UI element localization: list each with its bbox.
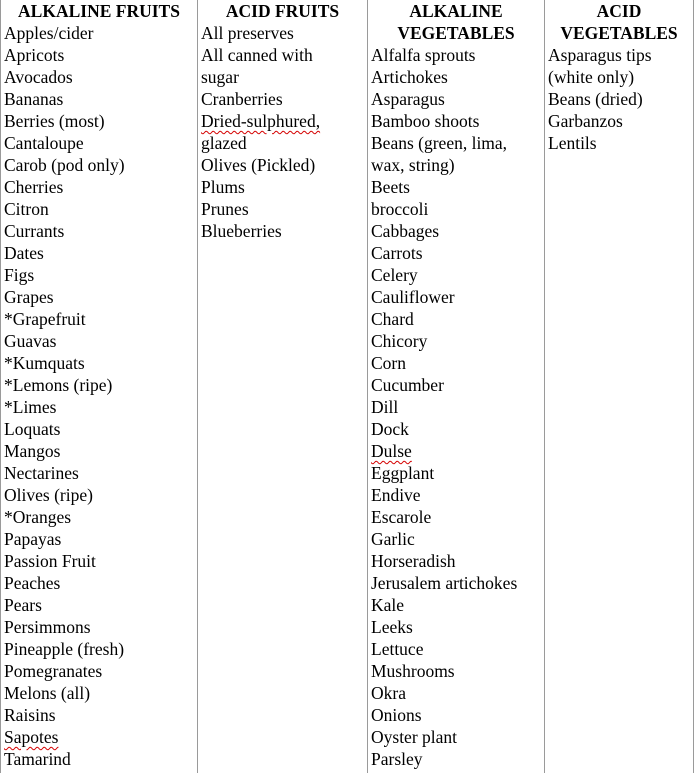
- list-item: Oyster plant: [371, 727, 458, 747]
- list-item: Okra: [371, 683, 406, 703]
- list-item: Pineapple (fresh): [4, 639, 125, 659]
- column-header: [545, 0, 693, 44]
- list-item: Apples/cider: [4, 23, 94, 43]
- column-header: [368, 0, 544, 44]
- list-item: Olives (ripe): [4, 485, 93, 505]
- list-item: Olives (Pickled): [201, 155, 316, 175]
- list-item: Apricots: [4, 45, 65, 65]
- list-item: Cranberries: [201, 89, 283, 109]
- list-item: Raisins: [4, 705, 56, 725]
- list-item: Carob (pod only): [4, 155, 125, 175]
- list-item: Celery: [371, 265, 418, 285]
- list-item: Blueberries: [201, 221, 282, 241]
- list-item: *Limes: [4, 397, 57, 417]
- list-item: Endive: [371, 485, 421, 505]
- list-item: Dates: [4, 243, 44, 263]
- list-item: Beans (dried): [548, 89, 643, 109]
- list-item: Cherries: [4, 177, 64, 197]
- list-item: Bananas: [4, 89, 64, 109]
- header-line: VEGETABLES: [397, 23, 515, 43]
- header-line: VEGETABLES: [560, 23, 678, 43]
- list-item: Loquats: [4, 419, 61, 439]
- header-line: ALKALINE FRUITS: [18, 1, 180, 21]
- list-item: sugar: [201, 67, 239, 87]
- list-item: Leeks: [371, 617, 413, 637]
- list-item: Dulse: [371, 441, 412, 461]
- header-line: ALKALINE: [409, 1, 503, 21]
- list-item: Onions: [371, 705, 422, 725]
- list-item: Nectarines: [4, 463, 79, 483]
- header-line: ACID: [596, 1, 642, 21]
- list-item: Beans (green, lima,: [371, 133, 508, 153]
- list-item: glazed: [201, 133, 247, 153]
- list-item: Persimmons: [4, 617, 91, 637]
- list-item: Cantaloupe: [4, 133, 84, 153]
- column-header: [1, 0, 197, 22]
- list-item: Asparagus tips: [548, 45, 652, 65]
- list-item: Papayas: [4, 529, 62, 549]
- list-item: *Oranges: [4, 507, 72, 527]
- list-item: Dill: [371, 397, 399, 417]
- column-acid-fruits: [197, 0, 367, 773]
- item-list: [548, 44, 693, 154]
- list-item: *Grapefruit: [4, 309, 86, 329]
- list-item: Peaches: [4, 573, 61, 593]
- column-alkaline-vegetables: [367, 0, 544, 773]
- list-item: Beets: [371, 177, 410, 197]
- list-item: Figs: [4, 265, 35, 285]
- list-item: Cauliflower: [371, 287, 455, 307]
- item-list: [371, 44, 544, 770]
- list-item: Carrots: [371, 243, 423, 263]
- list-item: Cabbages: [371, 221, 440, 241]
- list-item: *Lemons (ripe): [4, 375, 113, 395]
- header-line: ACID FRUITS: [225, 1, 340, 21]
- list-item: Guavas: [4, 331, 57, 351]
- list-item: Jerusalem artichokes: [371, 573, 518, 593]
- list-item: All preserves: [201, 23, 294, 43]
- list-item: Pears: [4, 595, 42, 615]
- list-item: Artichokes: [371, 67, 448, 87]
- list-item: Chard: [371, 309, 414, 329]
- list-item: Asparagus: [371, 89, 445, 109]
- list-item: (white only): [548, 67, 635, 87]
- list-item: All canned with: [201, 45, 313, 65]
- list-item: Melons (all): [4, 683, 91, 703]
- list-item: Passion Fruit: [4, 551, 96, 571]
- list-item: Avocados: [4, 67, 73, 87]
- list-item: Lentils: [548, 133, 597, 153]
- list-item: Cucumber: [371, 375, 444, 395]
- item-list: [4, 22, 197, 770]
- list-item: Eggplant: [371, 463, 435, 483]
- list-item: Plums: [201, 177, 245, 197]
- item-list: [201, 22, 367, 242]
- column-header: [198, 0, 367, 22]
- list-item: Berries (most): [4, 111, 105, 131]
- list-item: Kale: [371, 595, 405, 615]
- list-item: *Kumquats: [4, 353, 85, 373]
- list-item: Currants: [4, 221, 65, 241]
- column-alkaline-fruits: [1, 0, 197, 773]
- list-item: Chicory: [371, 331, 428, 351]
- list-item: Garlic: [371, 529, 415, 549]
- list-item: Horseradish: [371, 551, 456, 571]
- list-item: Tamarind: [4, 749, 71, 769]
- list-item: Dried-sulphured,: [201, 111, 321, 131]
- list-item: wax, string): [371, 155, 455, 175]
- list-item: Mushrooms: [371, 661, 455, 681]
- list-item: Corn: [371, 353, 406, 373]
- list-item: Prunes: [201, 199, 249, 219]
- list-item: Citron: [4, 199, 49, 219]
- list-item: Alfalfa sprouts: [371, 45, 476, 65]
- list-item: Mangos: [4, 441, 61, 461]
- list-item: Sapotes: [4, 727, 59, 747]
- list-item: Grapes: [4, 287, 54, 307]
- list-item: Pomegranates: [4, 661, 103, 681]
- list-item: Lettuce: [371, 639, 424, 659]
- list-item: Bamboo shoots: [371, 111, 480, 131]
- list-item: Parsley: [371, 749, 423, 769]
- list-item: broccoli: [371, 199, 429, 219]
- list-item: Dock: [371, 419, 409, 439]
- list-item: Garbanzos: [548, 111, 623, 131]
- list-item: Escarole: [371, 507, 432, 527]
- column-acid-vegetables: [544, 0, 693, 773]
